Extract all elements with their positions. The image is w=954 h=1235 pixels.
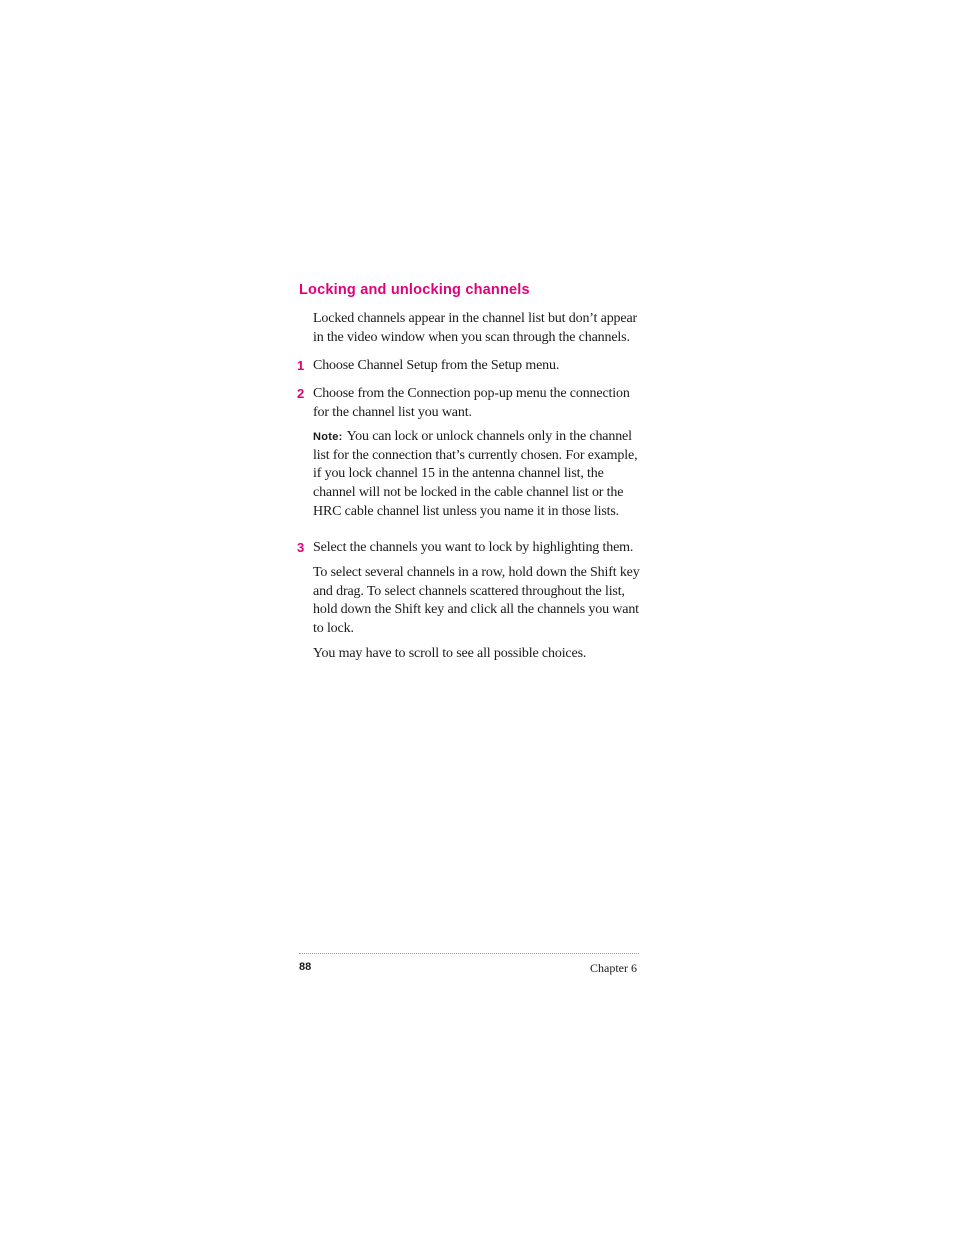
section-title: Locking and unlocking channels bbox=[299, 282, 530, 298]
step-number-1: 1 bbox=[297, 358, 305, 373]
note-text: You can lock or unlock channels only in the channel list for the connection that’s currently chosen. For example, if you lock channel 15 in the antenna channel list, the channel will not be locked in the cable channel list or the HRC cable channel list unless you name it in those lists. bbox=[313, 429, 638, 519]
page-number: 88 bbox=[299, 961, 312, 973]
footer-rule bbox=[299, 953, 639, 954]
note-label: Note: bbox=[313, 431, 343, 443]
scroll-hint-paragraph: You may have to scroll to see all possible choices. bbox=[313, 646, 587, 661]
step-text-1: Choose Channel Setup from the Setup menu. bbox=[313, 358, 560, 373]
step-text-3: Select the channels you want to lock by highlighting them. bbox=[313, 540, 634, 555]
note-block bbox=[313, 428, 643, 522]
chapter-label: Chapter 6 bbox=[590, 961, 637, 975]
step-3-detail-paragraph: To select several channels in a row, hold down the Shift key and drag. To select channels scattered throughout the list, hold down the Shift key and click all the channels you want to lock. bbox=[313, 565, 640, 637]
step-number-2: 2 bbox=[297, 386, 305, 401]
step-number-3: 3 bbox=[297, 540, 305, 555]
intro-paragraph: Locked channels appear in the channel list but don’t appear in the video window when you scan through the channels. bbox=[313, 311, 638, 345]
step-text-2: Choose from the Connection pop-up menu the connection for the channel list you want. bbox=[313, 386, 630, 420]
